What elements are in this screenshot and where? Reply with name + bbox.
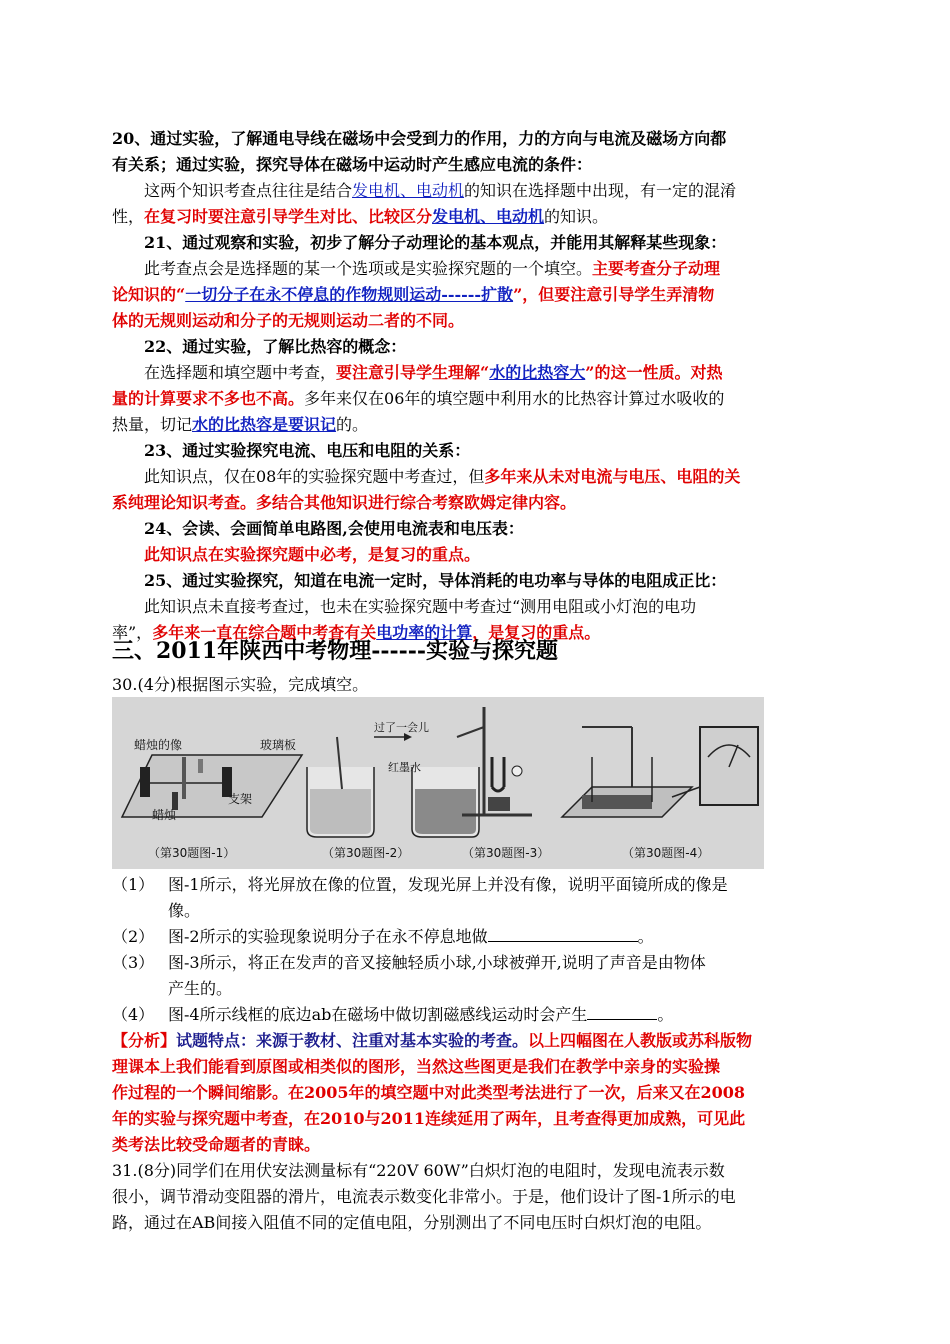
text-span: 的。 — [336, 415, 369, 434]
experiment-figure-svg — [112, 697, 764, 869]
item20-heading-line1: 20、通过实验，了解通电导线在磁场中会受到力的作用，力的方向与电流及磁场方向都 — [112, 129, 727, 148]
text-span: 率”， — [112, 623, 153, 642]
emphasis-text: 在复习时要注意引导学生对比、比较区分 — [144, 207, 433, 226]
item22-para-line3 — [112, 412, 852, 438]
q31-line2: 很小，调节滑动变阻器的滑片，电流表示数变化非常小。于是，他们设计了图-1所示的电 — [112, 1187, 736, 1206]
sub-number: （2） — [112, 927, 155, 946]
text-span: 此知识点，仅在08年的实验探究题中考查过，但 — [144, 467, 485, 486]
text-span: 这两个知识考查点往往是结合 — [144, 181, 353, 200]
generator-motor-link[interactable]: 发电机、电动机 — [432, 207, 545, 226]
answer-blank[interactable] — [488, 925, 638, 942]
sub-number: （3） — [112, 953, 155, 972]
q30-sub1-line2: 像。 — [168, 901, 201, 920]
item20-heading-line2: 有关系；通过实验，探究导体在磁场中运动时产生感应电流的条件： — [112, 155, 593, 174]
analysis-line1 — [112, 1028, 852, 1054]
item20-para-line1 — [144, 178, 884, 204]
item21-para-line3: 体的无规则运动和分子的无规则运动二者的不同。 — [112, 311, 465, 330]
analysis-line5: 类考法比较受命题者的青睐。 — [112, 1135, 321, 1154]
text-span: 多年来仅在06年的填空题中利用水的比热容计算过水吸收的 — [304, 389, 725, 408]
text-span: 性， — [112, 207, 145, 226]
analysis-line2: 理课本上我们能看到原图或相类似的图形，当然这些图更是我们在教学中亲身的实验操 — [112, 1057, 721, 1076]
text-span: 图-4所示线框的底边ab在磁场中做切割磁感线运动时会产生 — [168, 1005, 588, 1024]
item23-para-line2: 系纯理论知识考查。多结合其他知识进行综合考察欧姆定律内容。 — [112, 493, 577, 512]
item20-para-line2 — [112, 204, 852, 230]
fig-caption: （第30题图-3） — [462, 846, 550, 860]
sub-number: （1） — [112, 875, 155, 894]
q30-sub4 — [112, 1002, 852, 1028]
fig-caption: （第30题图-2） — [322, 846, 410, 860]
q31-line3: 路，通过在AB间接入阻值不同的定值电阻，分别测出了不同电压时白炽灯泡的电阻。 — [112, 1213, 712, 1232]
emphasis-text: 论知识的“ — [112, 285, 186, 304]
item22-heading: 22、通过实验，了解比热容的概念： — [144, 337, 407, 356]
q30-sub3 — [112, 950, 852, 976]
text-span: 在选择题和填空题中考查， — [144, 363, 337, 382]
text-span: 图-3所示，将正在发声的音叉接触轻质小球,小球被弹开,说明了声音是由物体 — [168, 953, 706, 972]
fig-label: 玻璃板 — [260, 738, 297, 752]
item22-para-line2 — [112, 386, 852, 412]
q30-sub3-line2: 产生的。 — [168, 979, 233, 998]
fig-caption: （第30题图-1） — [148, 846, 236, 860]
text-span: 的知识。 — [544, 207, 609, 226]
emphasis-text: 主要考查分子动理 — [592, 259, 721, 278]
fig-label: 红墨水 — [388, 761, 421, 774]
generator-motor-link[interactable]: 发电机、电动机 — [352, 181, 465, 200]
fig-label: 蜡烛 — [152, 808, 177, 822]
emphasis-text: 量的计算要求不多也不高。 — [112, 389, 305, 408]
analysis-line3: 作过程的一个瞬间缩影。在2005年的填空题中对此类型考法进行了一次，后来又在2008 — [112, 1083, 746, 1102]
item25-heading: 25、通过实验探究，知道在电流一定时，导体消耗的电功率与导体的电阻成正比： — [144, 571, 727, 590]
text-span: 此考查点会是选择题的某一个选项或是实验探究题的一个填空。 — [144, 259, 593, 278]
text-span: 图-1所示，将光屏放在像的位置，发现光屏上并没有像，说明平面镜所成的像是 — [168, 875, 728, 894]
text-span: 。 — [657, 1005, 674, 1024]
analysis-line4: 年的实验与探究题中考查，在2010与2011连续延用了两年，且考查得更加成熟，可见此 — [112, 1109, 746, 1128]
section-title: 三、2011年陕西中考物理------实验与探究题 — [112, 638, 559, 664]
analysis-tag: 【分析】 — [112, 1031, 177, 1050]
item23-heading: 23、通过实验探究电流、电压和电阻的关系： — [144, 441, 471, 460]
item24-para: 此知识点在实验探究题中必考，是复习的重点。 — [144, 545, 481, 564]
fig-caption: （第30题图-4） — [622, 846, 710, 860]
answer-blank[interactable] — [587, 1003, 657, 1020]
emphasis-text: 多年来从未对电流与电压、电阻的关 — [484, 467, 741, 486]
analysis-highlight: 试题特点：来源于教材、注重对基本实验的考查。 — [176, 1031, 529, 1050]
item25-para-line1: 此知识点未直接考查过，也未在实验探究题中考查过“测用电阻或小灯泡的电功 — [144, 597, 697, 616]
q30-stem: 30.(4分)根据图示实验，完成填空。 — [112, 675, 369, 694]
text-span: 的知识在选择题中出现，有一定的混淆 — [464, 181, 737, 200]
experiment-figure — [112, 697, 764, 869]
item21-para-line1 — [144, 256, 884, 282]
q31-line1: 31.(8分)同学们在用伏安法测量标有“220V 60W”白炽灯泡的电阻时，发现电流表示数 — [112, 1161, 725, 1180]
text-span: 。 — [637, 927, 654, 946]
diffusion-link[interactable]: 一切分子在永不停息的作物规则运动------扩散 — [185, 285, 514, 304]
item21-heading: 21、通过观察和实验，初步了解分子动理论的基本观点，并能用其解释某些现象： — [144, 233, 727, 252]
electric-power-link[interactable]: 电功率的计算 — [376, 623, 473, 642]
emphasis-text: 要注意引导学生理解“ — [336, 363, 490, 382]
emphasis-text: ”，但要注意引导学生弄清物 — [513, 285, 715, 304]
fig-label: 过了一会儿 — [374, 721, 429, 734]
text-span: 热量，切记 — [112, 415, 193, 434]
item24-heading: 24、会读、会画简单电路图,会使用电流表和电压表： — [144, 519, 524, 538]
specific-heat-memorize-link[interactable]: 水的比热容是要识记 — [192, 415, 337, 434]
item21-para-line2 — [112, 282, 852, 308]
q30-sub1 — [112, 872, 852, 898]
text-span: 图-2所示的实验现象说明分子在永不停息地做 — [168, 927, 488, 946]
specific-heat-link[interactable]: 水的比热容大 — [489, 363, 586, 382]
emphasis-text: 以上四幅图在人教版或苏科版物 — [528, 1031, 753, 1050]
item22-para-line1 — [144, 360, 884, 386]
fig-label: 支架 — [228, 792, 253, 806]
emphasis-text: 多年来一直在综合题中考查有关 — [152, 623, 377, 642]
item23-para-line1 — [144, 464, 884, 490]
q30-sub2 — [112, 924, 852, 950]
emphasis-text: ，是复习的重点。 — [472, 623, 601, 642]
emphasis-text: ”的这一性质。对热 — [585, 363, 723, 382]
fig-label: 蜡烛的像 — [134, 738, 183, 752]
sub-number: （4） — [112, 1005, 155, 1024]
